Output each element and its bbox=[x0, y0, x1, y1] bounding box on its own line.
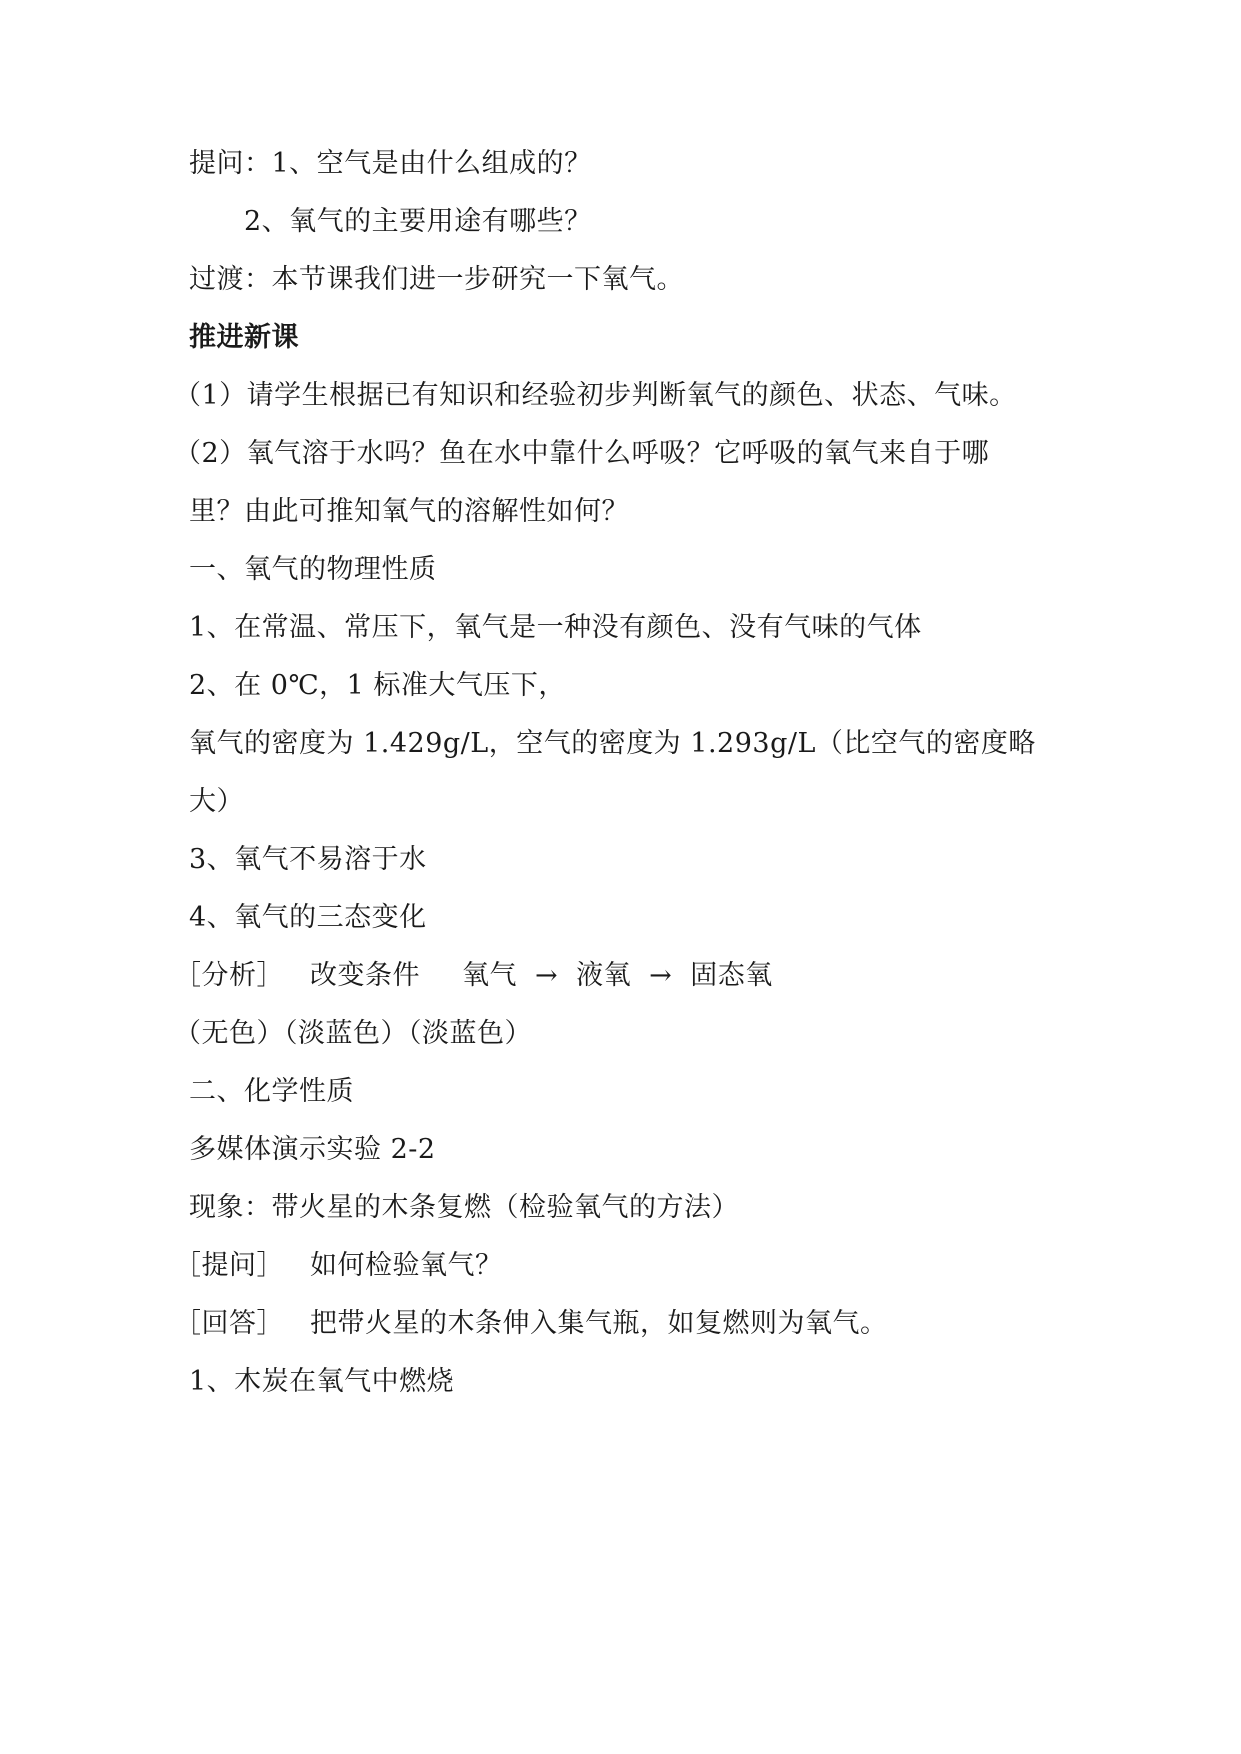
section-heading: 推进新课 bbox=[189, 322, 299, 353]
arrow-icon: → bbox=[535, 960, 559, 991]
demo-line: 多媒体演示实验 2-2 bbox=[189, 1134, 436, 1165]
question-1: 1、空气是由什么组成的？ bbox=[271, 148, 592, 179]
colors-line: （无色）（淡蓝色）（淡蓝色） bbox=[174, 1018, 532, 1049]
arrow-icon: → bbox=[649, 960, 673, 991]
heading-chemical-properties: 二、化学性质 bbox=[189, 1076, 354, 1107]
paragraph-2-line-2: 里？由此可推知氧气的溶解性如何？ bbox=[189, 496, 629, 527]
ask-label: ［提问］ bbox=[174, 1250, 284, 1281]
phenomenon-line: 现象：带火星的木条复燃（检验氧气的方法） bbox=[189, 1192, 739, 1223]
paragraph-1: （1）请学生根据已有知识和经验初步判断氧气的颜色、状态、气味。 bbox=[174, 380, 1017, 411]
list-item-4: 4、氧气的三态变化 bbox=[189, 902, 427, 933]
analysis-line bbox=[174, 958, 773, 994]
answer-text: 把带火星的木条伸入集气瓶，如复燃则为氧气。 bbox=[310, 1308, 888, 1339]
list-item-2-line-2: 氧气的密度为 1.429g/L，空气的密度为 1.293g/L（比空气的密度略 bbox=[189, 728, 1036, 759]
analysis-condition: 改变条件 bbox=[310, 960, 420, 991]
analysis-label: ［分析］ bbox=[174, 960, 284, 991]
question-line-2: 2、氧气的主要用途有哪些？ bbox=[244, 206, 592, 237]
answer-label: ［回答］ bbox=[174, 1308, 284, 1339]
ask-line bbox=[174, 1248, 503, 1284]
question-prefix: 提问： bbox=[189, 148, 272, 179]
heading-physical-properties: 一、氧气的物理性质 bbox=[189, 554, 437, 585]
state-liquid: 液氧 bbox=[576, 960, 632, 991]
list-item-2-line-1: 2、在 0℃，1 标准大气压下， bbox=[189, 670, 566, 701]
list-item-2-line-3: 大） bbox=[189, 786, 244, 817]
ask-text: 如何检验氧气？ bbox=[310, 1250, 503, 1281]
state-solid: 固态氧 bbox=[690, 960, 773, 991]
transition-line: 过渡：本节课我们进一步研究一下氧气。 bbox=[189, 264, 684, 295]
question-line-1 bbox=[189, 146, 592, 182]
list-item-1: 1、在常温、常压下，氧气是一种没有颜色、没有气味的气体 bbox=[189, 612, 922, 643]
answer-line bbox=[174, 1306, 888, 1342]
chemical-item-1: 1、木炭在氧气中燃烧 bbox=[189, 1366, 455, 1397]
list-item-3: 3、氧气不易溶于水 bbox=[189, 844, 427, 875]
paragraph-2-line-1: （2）氧气溶于水吗？鱼在水中靠什么呼吸？它呼吸的氧气来自于哪 bbox=[174, 438, 990, 469]
state-gas: 氧气 bbox=[462, 960, 517, 991]
